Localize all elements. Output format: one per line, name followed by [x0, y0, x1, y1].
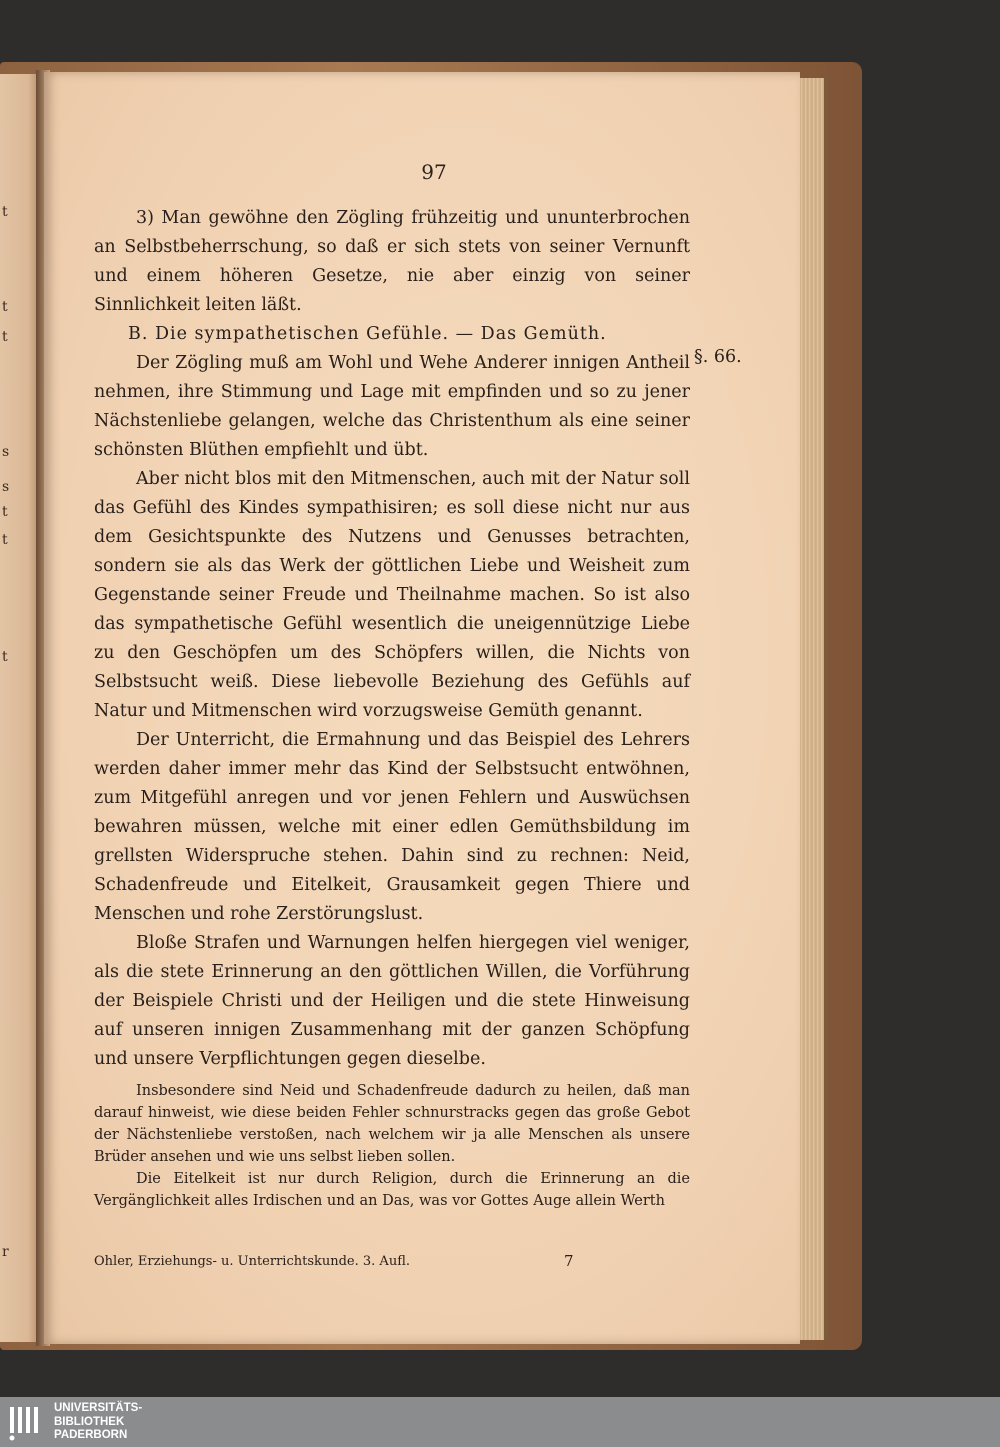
left-page-mark: t — [2, 204, 8, 220]
paragraph: Der Unterricht, die Ermahnung und das Beispiel des Lehrers werden daher immer mehr das Kind der Selbstsucht entwöhnen, zum Mitgefühl anregen und vor jenen Fehlern und Auswüchsen bewahren müssen, welche mit einer edlen Gemüthsbildung im grellsten Widerspruche stehen. Dahin sind zu rechnen: Neid, Schadenfreude und Eitelkeit, Grausamkeit gegen Thiere und Menschen und rohe Zerstörungslust. — [94, 730, 690, 924]
footnotes — [94, 1080, 690, 1212]
paragraph: 3) Man gewöhne den Zögling frühzeitig und ununterbrochen an Selbstbeherrschung, so daß er sich stets von seiner Vernunft und einem höheren Gesetze, nie aber einzig von seiner Sinnlichkeit leiten läßt. — [94, 208, 690, 315]
left-page-mark: t — [2, 532, 8, 548]
signature-mark: 7 — [564, 1252, 574, 1270]
left-page-mark: r — [2, 1244, 9, 1260]
paragraph: Bloße Strafen und Warnungen helfen hiergegen viel weniger, als die stete Erinnerung an den göttlichen Willen, die Vorführung der Beispiele Christi und der Heiligen und die stete Hinweisung auf unseren innigen Zusammenhang mit der ganzen Schöpfung und unsere Verpflichtungen gegen dieselbe. — [94, 933, 690, 1069]
library-name — [54, 1402, 142, 1443]
library-name-line: BIBLIOTHEK — [54, 1415, 125, 1428]
library-logo-icon — [8, 1403, 46, 1441]
body-text — [94, 204, 690, 1212]
left-page-mark: t — [2, 504, 8, 520]
library-name-line: PADERBORN — [54, 1429, 128, 1441]
left-page-mark: t — [2, 649, 8, 665]
left-page-mark: s — [2, 444, 10, 460]
footer-title: Ohler, Erziehungs- u. Unterrichtskunde. 3. Aufl. — [94, 1254, 410, 1269]
page-footer — [94, 1254, 690, 1269]
page-number: 97 — [421, 160, 447, 184]
left-page-mark: s — [2, 479, 10, 495]
footnote: Insbesondere sind Neid und Schadenfreude dadurch zu heilen, daß man darauf hinweist, wie diese beiden Fehler schnurstracks gegen das große Gebot der Nächstenliebe verstoßen, nach welchem wir ja alle Menschen als unsere Brüder ansehen und wie uns selbst lieben sollen. — [94, 1083, 690, 1165]
left-page-edge — [0, 74, 40, 1342]
library-name-line: UNIVERSITÄTS- — [54, 1402, 143, 1414]
library-bar — [0, 1397, 1000, 1447]
left-page-mark: t — [2, 329, 8, 345]
paragraph: Der Zögling muß am Wohl und Wehe Anderer innigen Antheil nehmen, ihre Stimmung und Lage mit empfinden und so zu jener Nächstenliebe gelangen, welche das Christenthum als eine seiner schönsten Blüthen empfiehlt und übt. — [94, 353, 690, 460]
book-page — [44, 72, 800, 1344]
paragraph: Aber nicht blos mit den Mitmenschen, auch mit der Natur soll das Gefühl des Kindes sympathisiren; es soll diese nicht nur aus dem Gesichtspunkte des Nutzens und Genusses betrachten, sondern sie als das Werk der göttlichen Liebe und Weisheit zum Gegenstande seiner Freude und Theilnahme machen. So ist also das sympathetische Gefühl wesentlich die uneigennützige Liebe zu den Geschöpfen um des Schöpfers willen, die Nichts von Selbstsucht weiß. Diese liebevolle Beziehung des Gefühls auf Natur und Mitmenschen wird vorzugsweise Gemüth genannt. — [94, 469, 690, 721]
section-heading: B. Die sympathetischen Gefühle. — Das Gemüth. — [128, 324, 607, 344]
footnote: Die Eitelkeit ist nur durch Religion, durch die Erinnerung an die Vergänglichkeit alles Irdischen und an Das, was vor Gottes Auge allein Werth — [94, 1171, 690, 1209]
section-mark: §. 66. — [694, 347, 742, 367]
left-page-mark: t — [2, 299, 8, 315]
